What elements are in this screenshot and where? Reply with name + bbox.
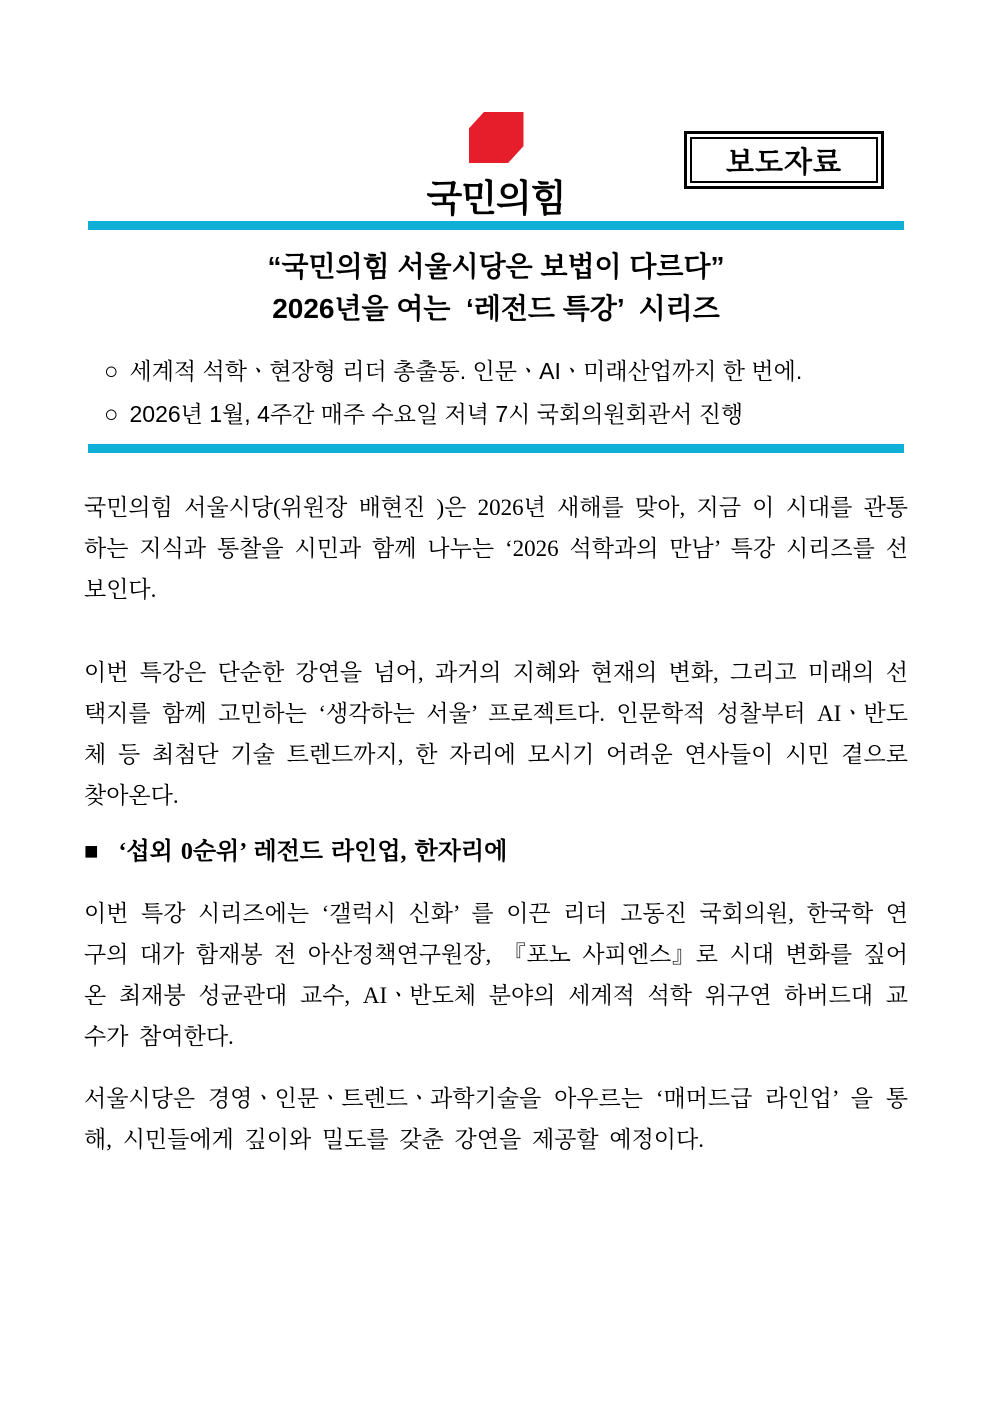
- circle-bullet-icon: ○: [104, 358, 119, 385]
- summary-bullet-list: [104, 350, 914, 436]
- square-bullet-icon: ■: [84, 839, 99, 865]
- headline-line-2: 2026년을 여는 ‘레전드 특강’ 시리즈: [272, 293, 720, 324]
- section-heading: [84, 832, 908, 873]
- party-name: 국민의힘: [426, 178, 566, 219]
- section-heading-text: ‘섭외 0순위’ 레전드 라인업, 한자리에: [118, 839, 508, 865]
- summary-bullet-1: [104, 350, 914, 393]
- party-logo-cube-icon: [469, 112, 524, 163]
- summary-bullet-1-text: 세계적 석학ㆍ현장형 리더 총출동. 인문ㆍAIㆍ미래산업까지 한 번에.: [129, 358, 803, 384]
- article-paragraph-1: 국민의힘 서울시당(위원장 배현진 )은 2026년 새해를 맞아, 지금 이 시대를 관통하는 지식과 통찰을 시민과 함께 나누는 ‘2026 석학과의 만남’ 특강 시리즈를 선보인다.: [84, 495, 908, 602]
- summary-bullet-2: [104, 393, 914, 436]
- article-paragraph-3: 이번 특강 시리즈에는 ‘갤럭시 신화’ 를 이끈 리더 고동진 국회의원, 한국학 연구의 대가 함재봉 전 아산정책연구원장, 『포노 사피엔스』로 시대 변화를 짚어온 최재붕 성균관대 교수, AIㆍ반도체 분야의 세계적 석학 위구연 하버드대 교수가 참여한다.: [84, 901, 908, 1049]
- header-divider-line: [88, 221, 904, 230]
- press-release-badge: [684, 131, 884, 189]
- article-paragraph-2: 이번 특강은 단순한 강연을 넘어, 과거의 지혜와 현재의 변화, 그리고 미래의 선택지를 함께 고민하는 ‘생각하는 서울’ 프로젝트다. 인문학적 성찰부터 AIㆍ반도체 등 최첨단 기술 트렌드까지, 한 자리에 모시기 어려운 연사들이 시민 곁으로 찾아온다.: [84, 660, 908, 808]
- circle-bullet-icon: ○: [104, 401, 119, 428]
- summary-divider-line: [88, 444, 904, 453]
- press-release-badge-label: 보도자료: [690, 137, 878, 183]
- summary-bullet-2-text: 2026년 1월, 4주간 매주 수요일 저녁 7시 국회의원회관서 진행: [129, 401, 744, 427]
- article-paragraph-4: 서울시당은 경영ㆍ인문ㆍ트렌드ㆍ과학기술을 아우르는 ‘매머드급 라인업’ 을 통해, 시민들에게 깊이와 밀도를 갖춘 강연을 제공할 예정이다.: [84, 1086, 908, 1152]
- article-body: [84, 487, 908, 1160]
- headline-line-1: “국민의힘 서울시당은 보법이 다르다”: [267, 251, 725, 282]
- headline: [0, 246, 992, 330]
